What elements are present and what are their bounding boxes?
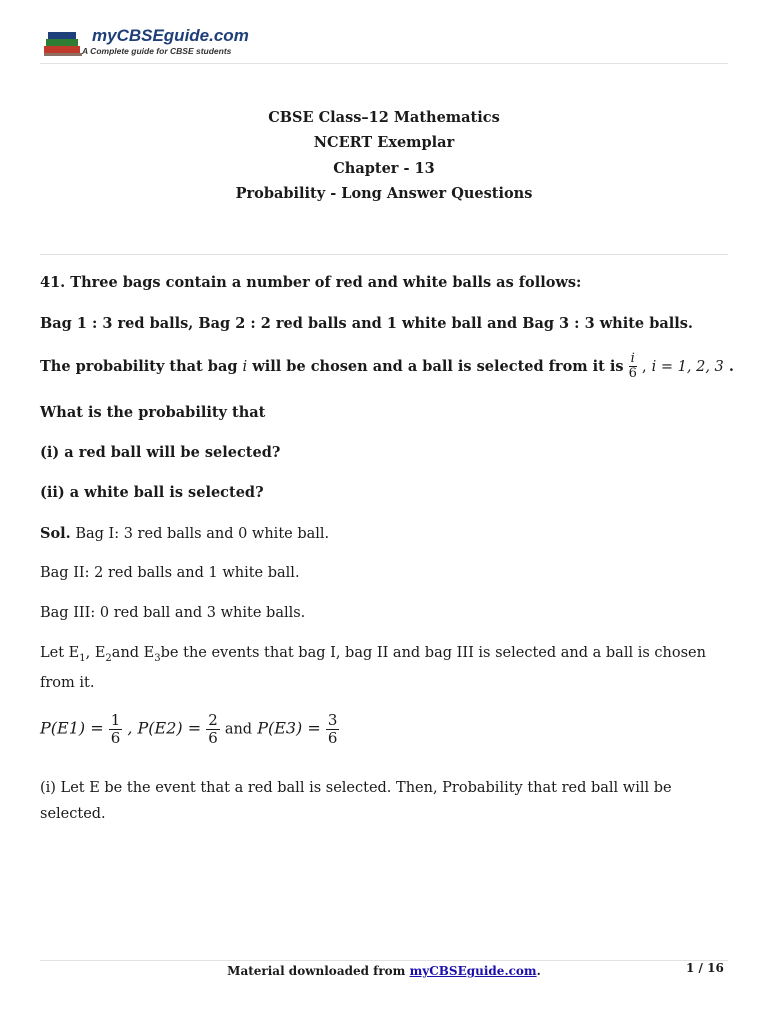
solution-let-cont: from it. [40,675,95,691]
logo-brand: myCBSEguide.com [92,26,249,45]
footer-divider [40,960,728,961]
prob-var: i [242,358,248,375]
books-icon [40,28,86,58]
question-41: 41. Three bags contain a number of red and white balls as follows: [40,274,582,291]
sol-label: Sol. [40,525,71,542]
header-divider [40,63,728,64]
prob-text-mid: will be chosen and a ball is selected from it is [252,357,624,375]
doc-title-topic: Probability - Long Answer Questions [235,185,533,202]
question-probability: The probability that bag i will be chosen and a ball is selected from it is $\frac{i}{6}$ , i = 1, 2, 3 . [40,351,734,382]
probability-equations: P(E1) = $\frac{1}{6}$ , P(E2) = $\frac{2}{6}$ and P(E3) = $\frac{3}{6}$ [40,711,338,747]
footer-link[interactable]: myCBSEguide.com [409,964,537,978]
prob-text-pre: The probability that bag [40,357,238,375]
prob-fraction: $\frac{i}{6}$ [628,351,637,382]
solution-let-events: Let $E_1$, $E_2and$ $E_3be$ the events that bag I, bag II and bag III is selected and a ball is chosen [40,645,706,664]
logo-tagline: A Complete guide for CBSE students [82,46,232,56]
question-part-i: (i) a red ball will be selected? [40,444,281,461]
question-bags: Bag 1 : 3 red balls, Bag 2 : 2 red balls and 1 white ball and Bag 3 : 3 white balls. [40,315,693,332]
doc-title-chapter: Chapter - 13 [333,160,435,177]
solution-part-i-cont: selected. [40,806,106,822]
solution-bag1: Sol. Bag I: 3 red balls and 0 white ball. [40,525,330,542]
question-part-ii: (ii) a white ball is selected? [40,484,264,501]
solution-part-i: (i) Let E be the event that a red ball is selected. Then, Probability that red ball will be [40,780,672,796]
doc-title-class: CBSE Class–12 Mathematics [268,109,500,126]
prob-range: i = 1, 2, 3 [651,358,724,375]
solution-bag3: Bag III: 0 red ball and 3 white balls. [40,605,306,621]
footer-text: Material downloaded from myCBSEguide.com. [227,964,541,978]
solution-bag2: Bag II: 2 red balls and 1 white ball. [40,565,300,581]
doc-title-book: NCERT Exemplar [313,134,455,151]
title-divider [40,254,728,255]
site-logo [40,26,250,60]
question-what: What is the probability that [40,404,266,421]
page-number: 1 / 16 [686,961,724,975]
